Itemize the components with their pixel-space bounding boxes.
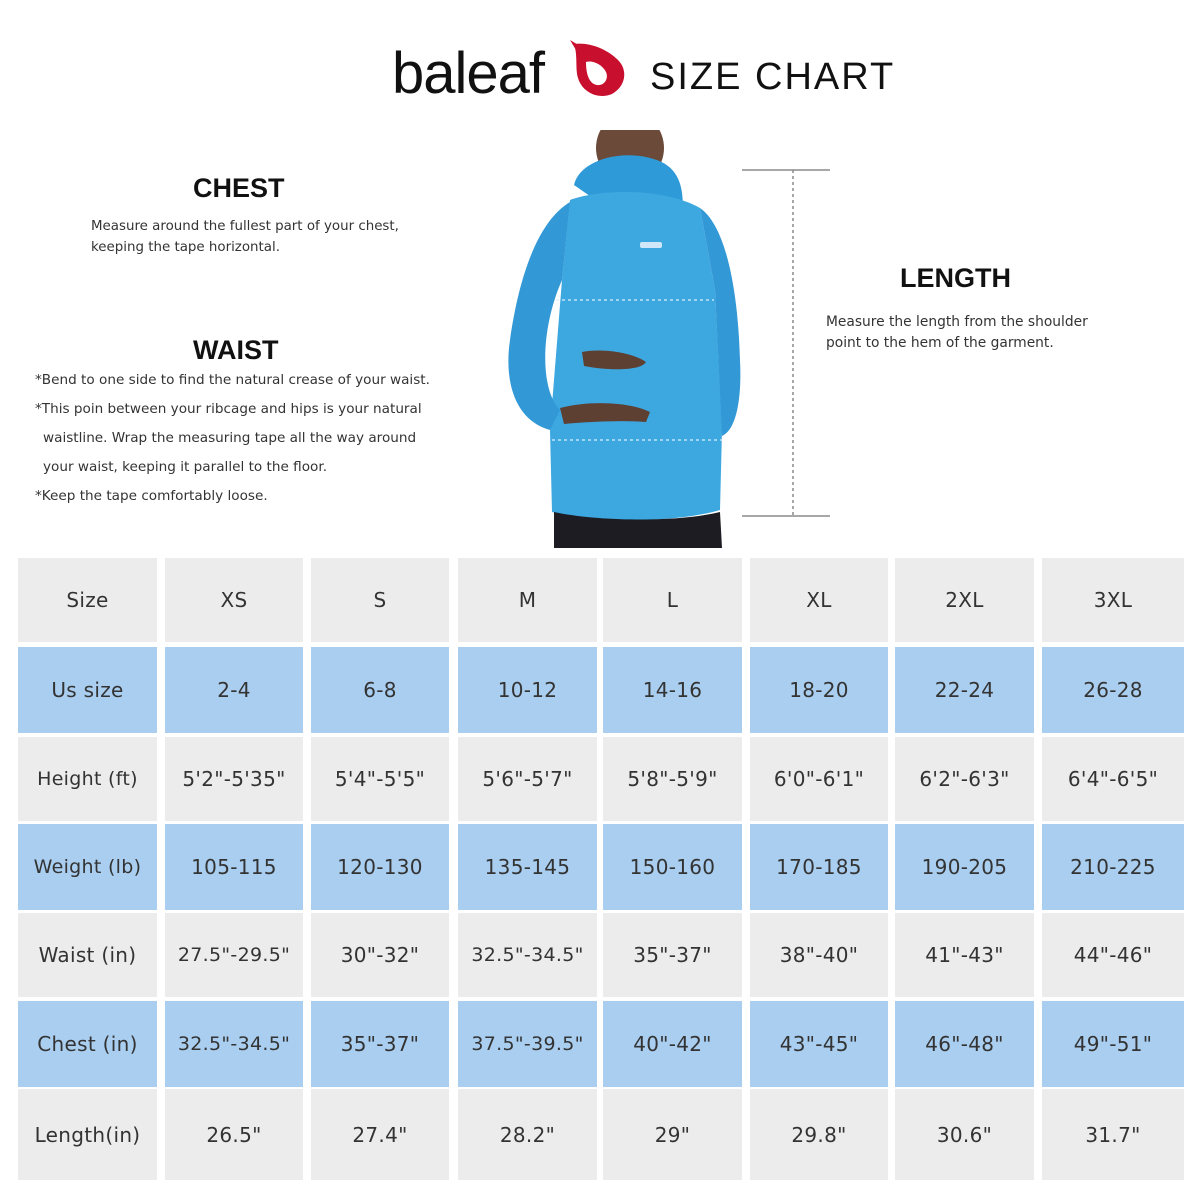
table-cell [165, 558, 303, 642]
cell-value: 43"-45" [779, 1032, 859, 1056]
cell-value: 210-225 [1070, 855, 1156, 879]
cell-value: 31.7" [1085, 1122, 1141, 1147]
brand-name: baleaf [392, 41, 545, 106]
table-cell [895, 913, 1034, 997]
table-cell [311, 737, 449, 821]
table-cell [165, 737, 303, 821]
cell-value: 6'4"-6'5" [1067, 767, 1159, 791]
chest-description [91, 216, 451, 258]
chest-heading: CHEST [193, 173, 285, 203]
table-cell [750, 558, 888, 642]
cell-value: 22-24 [934, 678, 995, 702]
cell-value: 6'0"-6'1" [773, 767, 865, 791]
waist-line: *This poin between your ribcage and hips is your natural [35, 401, 422, 417]
table-cell [1042, 824, 1184, 910]
cell-value: 18-20 [789, 678, 849, 702]
row-header-cell [18, 558, 157, 642]
table-cell [458, 913, 597, 997]
cell-value: 32.5"-34.5" [177, 1033, 291, 1055]
waist-line: *Keep the tape comfortably loose. [35, 488, 268, 504]
waist-line: waistline. Wrap the measuring tape all the way around [43, 430, 417, 446]
table-cell [895, 1001, 1034, 1087]
row-label: Size [66, 588, 109, 612]
table-cell [1042, 1089, 1184, 1180]
cell-value: XL [806, 588, 832, 612]
row-label: Height (ft) [37, 768, 138, 790]
model-hoodie-illustration [500, 130, 750, 548]
cell-value: 29.8" [791, 1122, 847, 1147]
cell-value: 40"-42" [633, 1032, 712, 1056]
table-cell [603, 824, 742, 910]
table-cell [458, 737, 597, 821]
table-cell [165, 824, 303, 910]
table-cell [603, 558, 742, 642]
cell-value: 32.5"-34.5" [471, 944, 584, 966]
table-cell [895, 737, 1034, 821]
table-cell [458, 1001, 597, 1087]
table-cell [458, 647, 597, 733]
waist-line: *Bend to one side to find the natural crease of your waist. [35, 372, 430, 388]
length-heading: LENGTH [900, 263, 1011, 293]
cell-value: 49"-51" [1073, 1032, 1153, 1056]
table-cell [165, 647, 303, 733]
table-cell [458, 824, 597, 910]
table-cell [311, 558, 449, 642]
table-cell [1042, 737, 1184, 821]
table-cell [311, 913, 449, 997]
cell-value: 135-145 [484, 855, 571, 879]
cell-value: 38"-40" [779, 943, 859, 967]
cell-value: 37.5"-39.5" [471, 1033, 584, 1055]
table-cell [1042, 647, 1184, 733]
table-cell [603, 737, 742, 821]
length-line: point to the hem of the garment. [826, 335, 1054, 351]
cell-value: 29" [654, 1122, 691, 1147]
cell-value: 120-130 [337, 855, 423, 879]
cell-value: 5'2"-5'35" [182, 767, 286, 791]
table-cell [458, 1089, 597, 1180]
row-label: Waist (in) [38, 943, 137, 967]
cell-value: 28.2" [499, 1122, 556, 1147]
table-cell [603, 913, 742, 997]
table-cell [165, 1001, 303, 1087]
length-description [826, 312, 1156, 354]
leaf-logo-icon [566, 38, 630, 100]
row-label: Length(in) [34, 1122, 141, 1147]
waist-heading: WAIST [193, 335, 279, 365]
row-header-cell [18, 737, 157, 821]
table-cell [750, 1001, 888, 1087]
cell-value: 30.6" [936, 1122, 993, 1147]
table-cell [458, 558, 597, 642]
table-cell [895, 824, 1034, 910]
row-header-cell [18, 824, 157, 910]
cell-value: 10-12 [497, 678, 558, 702]
table-cell [311, 1089, 449, 1180]
table-cell [311, 1001, 449, 1087]
cell-value: M [518, 588, 537, 612]
row-label: Chest (in) [37, 1032, 138, 1056]
table-cell [603, 1089, 742, 1180]
table-cell [750, 913, 888, 997]
size-chart-table [18, 558, 1184, 1180]
cell-value: 35"-37" [340, 1032, 420, 1056]
table-cell [895, 1089, 1034, 1180]
cell-value: 5'4"-5'5" [334, 767, 426, 791]
page-title: SIZE CHART [650, 56, 896, 98]
table-cell [750, 1089, 888, 1180]
cell-value: 26.5" [206, 1122, 262, 1147]
length-measure-line [738, 160, 838, 530]
table-cell [750, 824, 888, 910]
table-cell [165, 1089, 303, 1180]
cell-value: 26-28 [1083, 678, 1143, 702]
cell-value: 2XL [945, 588, 984, 612]
cell-value: 2-4 [217, 678, 251, 702]
row-label: Weight (lb) [33, 856, 142, 878]
table-cell [750, 647, 888, 733]
table-cell [1042, 1001, 1184, 1087]
cell-value: 46"-48" [925, 1032, 1004, 1056]
waist-description [35, 366, 495, 511]
chest-line: Measure around the fullest part of your chest, [91, 219, 399, 234]
row-header-cell [18, 913, 157, 997]
length-line: Measure the length from the shoulder [826, 314, 1088, 330]
cell-value: 3XL [1093, 588, 1133, 612]
cell-value: 27.5"-29.5" [177, 944, 291, 966]
cell-value: 105-115 [191, 855, 277, 879]
table-cell [165, 913, 303, 997]
cell-value: 5'8"-5'9" [627, 767, 718, 791]
row-header-cell [18, 647, 157, 733]
cell-value: 35"-37" [633, 943, 712, 967]
header [0, 30, 1200, 110]
table-cell [750, 737, 888, 821]
cell-value: 44"-46" [1073, 943, 1153, 967]
table-cell [1042, 558, 1184, 642]
cell-value: 190-205 [921, 855, 1008, 879]
cell-value: 30"-32" [340, 943, 420, 967]
table-cell [603, 647, 742, 733]
table-cell [311, 647, 449, 733]
cell-value: 170-185 [776, 855, 862, 879]
table-cell [895, 647, 1034, 733]
table-cell [603, 1001, 742, 1087]
table-cell [1042, 913, 1184, 997]
row-header-cell [18, 1089, 157, 1180]
cell-value: 5'6"-5'7" [482, 767, 573, 791]
cell-value: 41"-43" [925, 943, 1004, 967]
cell-value: 14-16 [642, 678, 703, 702]
cell-value: 27.4" [352, 1122, 408, 1147]
table-cell [311, 824, 449, 910]
row-label: Us size [51, 678, 124, 702]
cell-value: L [666, 588, 679, 612]
cell-value: 150-160 [629, 855, 716, 879]
chest-line: keeping the tape horizontal. [91, 240, 280, 255]
cell-value: S [373, 588, 387, 612]
cell-value: XS [220, 588, 248, 612]
waist-line: your waist, keeping it parallel to the floor. [43, 459, 328, 475]
cell-value: 6-8 [363, 678, 397, 702]
row-header-cell [18, 1001, 157, 1087]
table-cell [895, 558, 1034, 642]
cell-value: 6'2"-6'3" [919, 767, 1010, 791]
